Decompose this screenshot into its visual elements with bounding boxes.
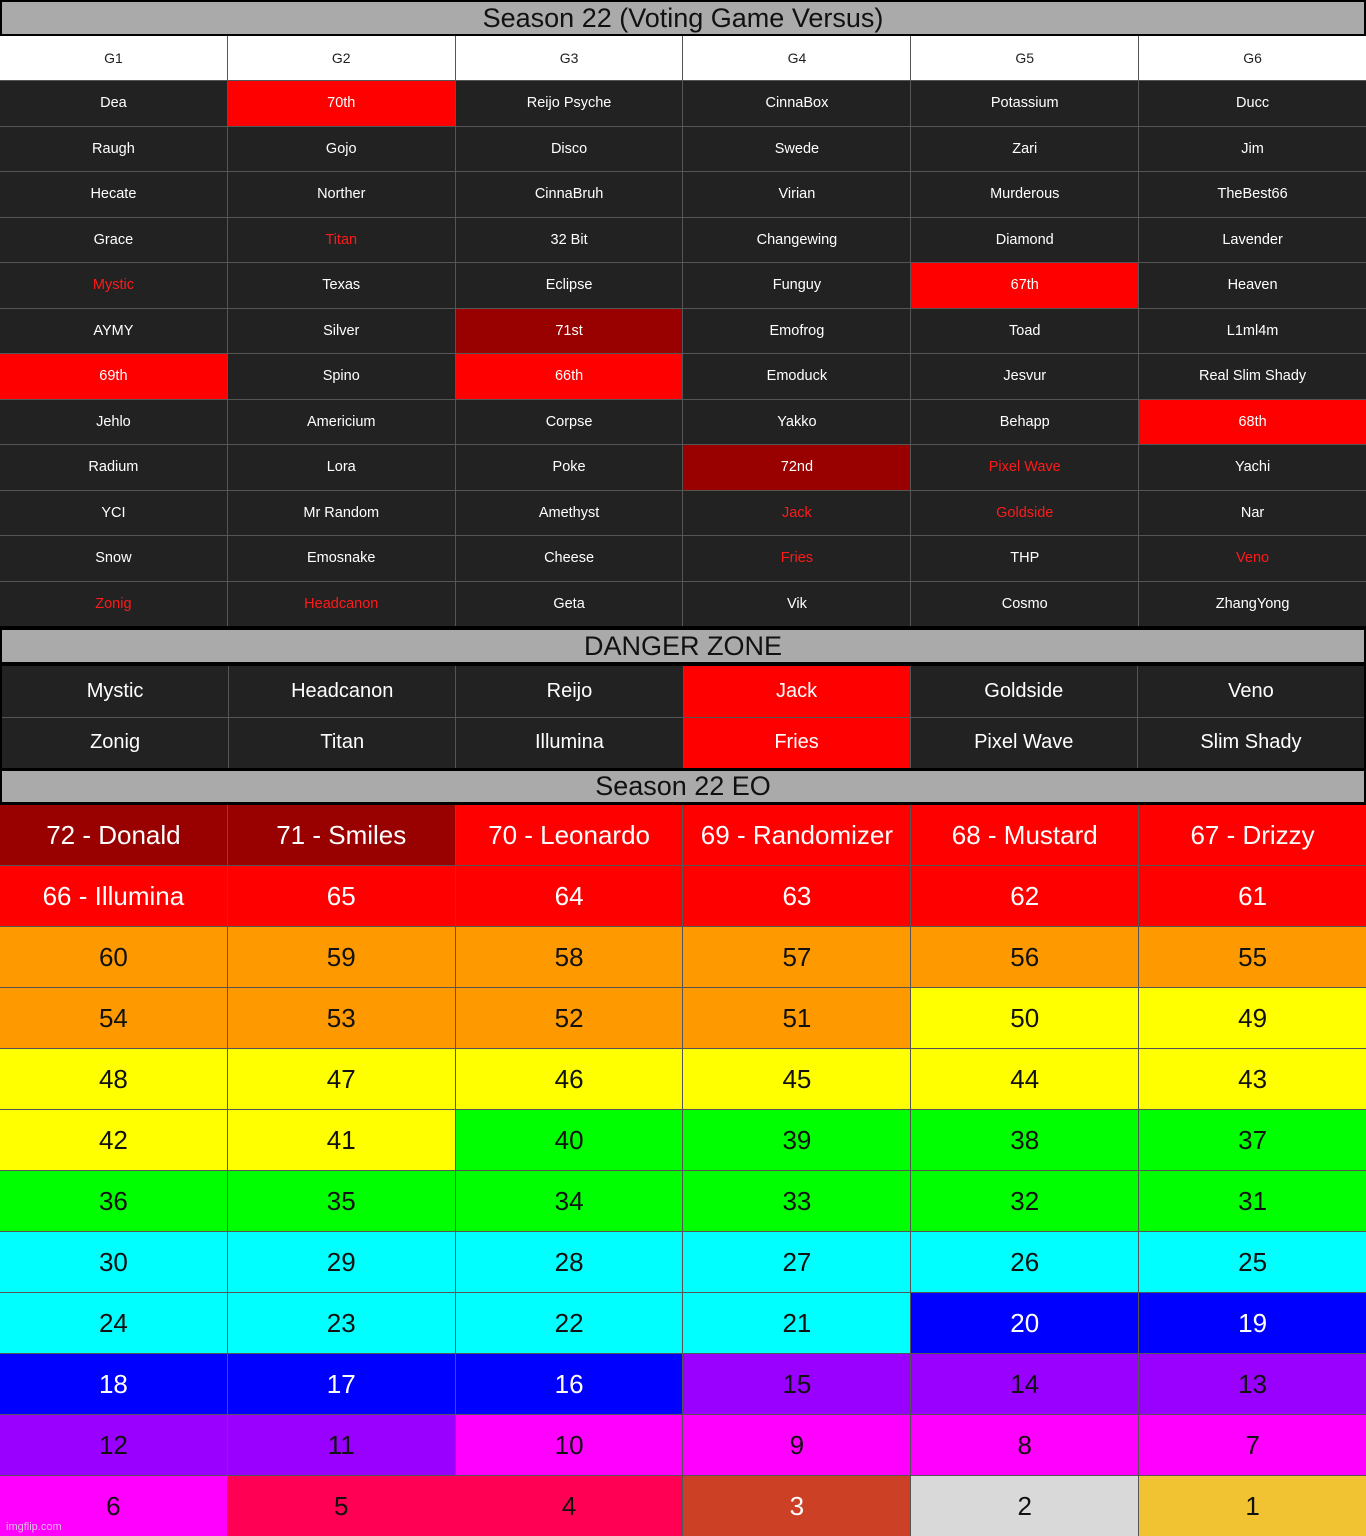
- elimination-order-cell: 4: [456, 1476, 683, 1536]
- contestant-cell: 70th: [228, 81, 455, 126]
- contestant-cell: Diamond: [911, 218, 1138, 263]
- contestant-cell: Headcanon: [228, 582, 455, 627]
- contestant-cell: Emofrog: [683, 309, 910, 354]
- contestant-cell: Lavender: [1139, 218, 1366, 263]
- elimination-order-cell: 55: [1139, 927, 1366, 987]
- elimination-order-cell: 46: [456, 1049, 683, 1109]
- danger-zone-cell: Illumina: [456, 718, 682, 769]
- eo-banner: [0, 769, 1366, 804]
- elimination-order-cell: 10: [456, 1415, 683, 1475]
- elimination-order-cell: 13: [1139, 1354, 1366, 1414]
- elimination-order-cell: 41: [228, 1110, 455, 1170]
- elimination-order-cell: 37: [1139, 1110, 1366, 1170]
- contestant-cell: Veno: [1139, 536, 1366, 581]
- contestant-cell: 66th: [456, 354, 683, 399]
- contestant-cell: Jack: [683, 491, 910, 536]
- contestant-cell: Mr Random: [228, 491, 455, 536]
- danger-zone-title: DANGER ZONE: [583, 630, 783, 661]
- elimination-order-cell: 3: [683, 1476, 910, 1536]
- elimination-order-cell: 51: [683, 988, 910, 1048]
- elimination-order-cell: 27: [683, 1232, 910, 1292]
- elimination-order-cell: 70 - Leonardo: [456, 805, 683, 865]
- contestant-cell: Heaven: [1139, 263, 1366, 308]
- elimination-order-cell: 14: [911, 1354, 1138, 1414]
- contestant-cell: Poke: [456, 445, 683, 490]
- column-header: G5: [911, 36, 1138, 80]
- contestant-cell: Raugh: [0, 127, 227, 172]
- contestant-cell: Jim: [1139, 127, 1366, 172]
- elimination-order-cell: 65: [228, 866, 455, 926]
- contestant-cell: ZhangYong: [1139, 582, 1366, 627]
- elimination-order-cell: 54: [0, 988, 227, 1048]
- contestant-cell: Pixel Wave: [911, 445, 1138, 490]
- contestant-cell: Murderous: [911, 172, 1138, 217]
- contestant-cell: Zonig: [0, 582, 227, 627]
- eo-table: [0, 805, 1366, 1536]
- elimination-order-cell: 38: [911, 1110, 1138, 1170]
- contestant-cell: Snow: [0, 536, 227, 581]
- contestant-cell: Fries: [683, 536, 910, 581]
- contestant-cell: Eclipse: [456, 263, 683, 308]
- elimination-order-cell: 15: [683, 1354, 910, 1414]
- elimination-order-cell: 61: [1139, 866, 1366, 926]
- elimination-order-cell: 31: [1139, 1171, 1366, 1231]
- column-header: G6: [1139, 36, 1366, 80]
- danger-zone-banner: [0, 628, 1366, 664]
- elimination-order-cell: 68 - Mustard: [911, 805, 1138, 865]
- danger-zone-cell: Veno: [1138, 666, 1364, 717]
- column-header: G1: [0, 36, 227, 80]
- elimination-order-cell: 44: [911, 1049, 1138, 1109]
- contestant-cell: Geta: [456, 582, 683, 627]
- elimination-order-cell: 19: [1139, 1293, 1366, 1353]
- elimination-order-cell: 45: [683, 1049, 910, 1109]
- games-table: [0, 36, 1366, 626]
- elimination-order-cell: 58: [456, 927, 683, 987]
- elimination-order-cell: 48: [0, 1049, 227, 1109]
- column-header: G2: [228, 36, 455, 80]
- contestant-cell: Goldside: [911, 491, 1138, 536]
- contestant-cell: Behapp: [911, 400, 1138, 445]
- contestant-cell: Emoduck: [683, 354, 910, 399]
- danger-zone-cell: Reijo: [456, 666, 682, 717]
- elimination-order-cell: 62: [911, 866, 1138, 926]
- elimination-order-cell: 66 - Illumina: [0, 866, 227, 926]
- danger-zone-cell: Headcanon: [229, 666, 455, 717]
- danger-zone-cell: Fries: [684, 718, 910, 769]
- elimination-order-cell: 39: [683, 1110, 910, 1170]
- contestant-cell: Yachi: [1139, 445, 1366, 490]
- contestant-cell: Funguy: [683, 263, 910, 308]
- contestant-cell: Virian: [683, 172, 910, 217]
- contestant-cell: Vik: [683, 582, 910, 627]
- elimination-order-cell: 49: [1139, 988, 1366, 1048]
- elimination-order-cell: 36: [0, 1171, 227, 1231]
- elimination-order-cell: 57: [683, 927, 910, 987]
- danger-zone-table: [2, 666, 1364, 768]
- elimination-order-cell: 53: [228, 988, 455, 1048]
- elimination-order-cell: 25: [1139, 1232, 1366, 1292]
- elimination-order-cell: 56: [911, 927, 1138, 987]
- contestant-cell: 72nd: [683, 445, 910, 490]
- elimination-order-cell: 32: [911, 1171, 1138, 1231]
- contestant-cell: Cheese: [456, 536, 683, 581]
- season-title: Season 22 (Voting Game Versus): [482, 2, 884, 33]
- elimination-order-cell: 5: [228, 1476, 455, 1536]
- elimination-order-cell: 9: [683, 1415, 910, 1475]
- elimination-order-cell: 22: [456, 1293, 683, 1353]
- elimination-order-cell: 47: [228, 1049, 455, 1109]
- contestant-cell: Mystic: [0, 263, 227, 308]
- elimination-order-cell: 26: [911, 1232, 1138, 1292]
- contestant-cell: Jehlo: [0, 400, 227, 445]
- elimination-order-cell: 11: [228, 1415, 455, 1475]
- elimination-order-cell: 42: [0, 1110, 227, 1170]
- elimination-order-cell: 72 - Donald: [0, 805, 227, 865]
- elimination-order-cell: 43: [1139, 1049, 1366, 1109]
- contestant-cell: Changewing: [683, 218, 910, 263]
- eo-title: Season 22 EO: [595, 771, 771, 801]
- contestant-cell: THP: [911, 536, 1138, 581]
- contestant-cell: Texas: [228, 263, 455, 308]
- danger-zone-cell: Jack: [684, 666, 910, 717]
- contestant-cell: Corpse: [456, 400, 683, 445]
- contestant-cell: Lora: [228, 445, 455, 490]
- elimination-order-cell: 35: [228, 1171, 455, 1231]
- contestant-cell: Nar: [1139, 491, 1366, 536]
- danger-zone-cell: Goldside: [911, 666, 1137, 717]
- contestant-cell: L1ml4m: [1139, 309, 1366, 354]
- elimination-order-cell: 17: [228, 1354, 455, 1414]
- elimination-order-cell: 21: [683, 1293, 910, 1353]
- contestant-cell: Titan: [228, 218, 455, 263]
- elimination-order-cell: 40: [456, 1110, 683, 1170]
- contestant-cell: Disco: [456, 127, 683, 172]
- contestant-cell: Ducc: [1139, 81, 1366, 126]
- contestant-cell: Real Slim Shady: [1139, 354, 1366, 399]
- elimination-order-cell: 28: [456, 1232, 683, 1292]
- elimination-order-cell: 52: [456, 988, 683, 1048]
- contestant-cell: Toad: [911, 309, 1138, 354]
- season-title-banner: [0, 0, 1366, 36]
- elimination-order-cell: 2: [911, 1476, 1138, 1536]
- contestant-cell: 67th: [911, 263, 1138, 308]
- danger-zone-cell: Zonig: [2, 718, 228, 769]
- elimination-order-cell: 6: [0, 1476, 227, 1536]
- column-header: G3: [456, 36, 683, 80]
- contestant-cell: AYMY: [0, 309, 227, 354]
- contestant-cell: Yakko: [683, 400, 910, 445]
- contestant-cell: 69th: [0, 354, 227, 399]
- contestant-cell: CinnaBox: [683, 81, 910, 126]
- contestant-cell: Potassium: [911, 81, 1138, 126]
- column-header: G4: [683, 36, 910, 80]
- elimination-order-cell: 34: [456, 1171, 683, 1231]
- elimination-order-cell: 50: [911, 988, 1138, 1048]
- contestant-cell: Reijo Psyche: [456, 81, 683, 126]
- elimination-order-cell: 30: [0, 1232, 227, 1292]
- contestant-cell: Dea: [0, 81, 227, 126]
- elimination-order-cell: 1: [1139, 1476, 1366, 1536]
- contestant-cell: Zari: [911, 127, 1138, 172]
- contestant-cell: Grace: [0, 218, 227, 263]
- contestant-cell: Jesvur: [911, 354, 1138, 399]
- contestant-cell: Spino: [228, 354, 455, 399]
- contestant-cell: Radium: [0, 445, 227, 490]
- elimination-order-cell: 23: [228, 1293, 455, 1353]
- contestant-cell: Emosnake: [228, 536, 455, 581]
- contestant-cell: TheBest66: [1139, 172, 1366, 217]
- contestant-cell: Americium: [228, 400, 455, 445]
- contestant-cell: Cosmo: [911, 582, 1138, 627]
- danger-zone-cell: Pixel Wave: [911, 718, 1137, 769]
- elimination-order-cell: 16: [456, 1354, 683, 1414]
- contestant-cell: CinnaBruh: [456, 172, 683, 217]
- elimination-order-cell: 67 - Drizzy: [1139, 805, 1366, 865]
- elimination-order-cell: 20: [911, 1293, 1138, 1353]
- elimination-order-cell: 59: [228, 927, 455, 987]
- danger-zone-cell: Titan: [229, 718, 455, 769]
- elimination-order-cell: 24: [0, 1293, 227, 1353]
- contestant-cell: Amethyst: [456, 491, 683, 536]
- elimination-order-cell: 8: [911, 1415, 1138, 1475]
- elimination-order-cell: 18: [0, 1354, 227, 1414]
- elimination-order-cell: 12: [0, 1415, 227, 1475]
- contestant-cell: 32 Bit: [456, 218, 683, 263]
- danger-zone-cell: Mystic: [2, 666, 228, 717]
- elimination-order-cell: 29: [228, 1232, 455, 1292]
- contestant-cell: Hecate: [0, 172, 227, 217]
- contestant-cell: Gojo: [228, 127, 455, 172]
- contestant-cell: Swede: [683, 127, 910, 172]
- elimination-order-cell: 63: [683, 866, 910, 926]
- elimination-order-cell: 33: [683, 1171, 910, 1231]
- contestant-cell: Norther: [228, 172, 455, 217]
- contestant-cell: YCI: [0, 491, 227, 536]
- contestant-cell: Silver: [228, 309, 455, 354]
- elimination-order-cell: 71 - Smiles: [228, 805, 455, 865]
- elimination-order-cell: 69 - Randomizer: [683, 805, 910, 865]
- watermark: imgflip.com: [6, 1521, 62, 1533]
- contestant-cell: 71st: [456, 309, 683, 354]
- elimination-order-cell: 64: [456, 866, 683, 926]
- elimination-order-cell: 7: [1139, 1415, 1366, 1475]
- contestant-cell: 68th: [1139, 400, 1366, 445]
- elimination-order-cell: 60: [0, 927, 227, 987]
- danger-zone-cell: Slim Shady: [1138, 718, 1364, 769]
